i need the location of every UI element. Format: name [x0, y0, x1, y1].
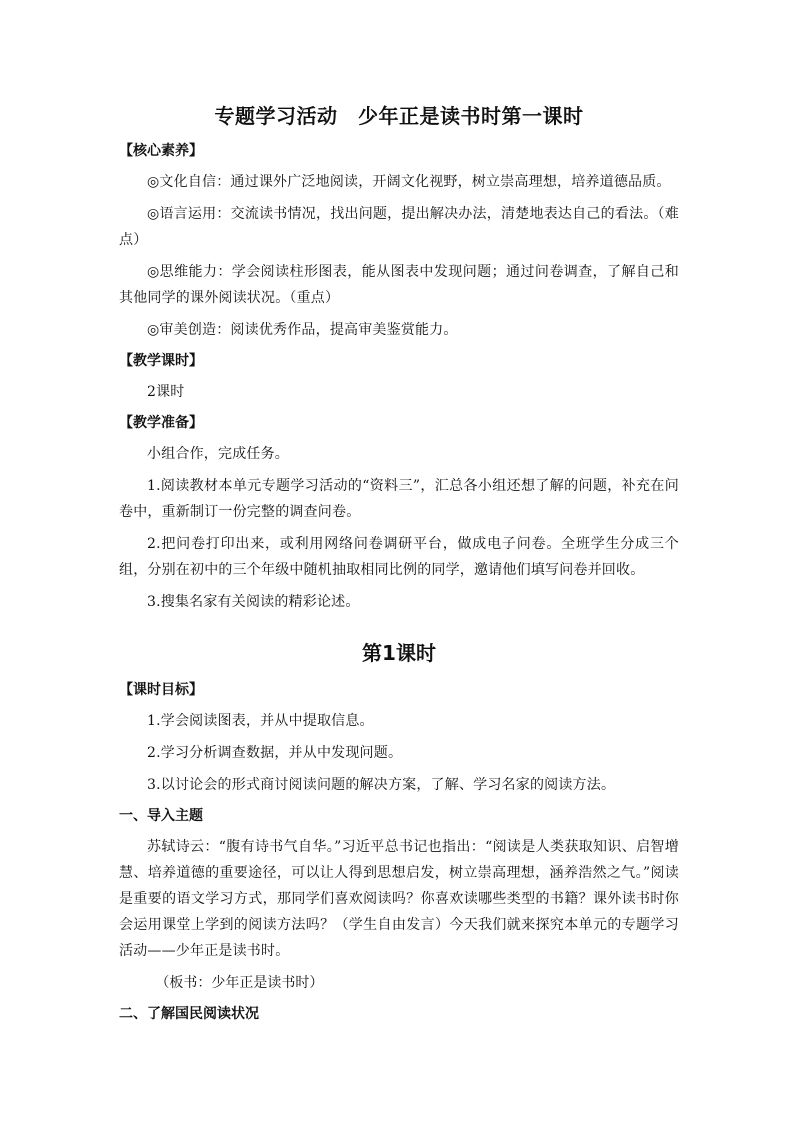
teaching-prep-item-3: 3.搜集名家有关阅读的精彩论述。	[147, 594, 360, 610]
lesson-goal-2: 2.学习分析调查数据，并从中发现问题。	[147, 745, 403, 761]
teaching-prep-item-1: 1.阅读教材本单元专题学习活动的“资料三”，汇总各小组还想了解的问题，补充在问卷中，重新制订一份完整的调查问卷。	[119, 478, 679, 520]
lesson-goal-3: 3.以讨论会的形式商讨阅读问题的解决方案，了解、学习名家的阅读方法。	[147, 777, 616, 793]
teaching-prep-heading: 【教学准备】	[119, 415, 203, 431]
teaching-prep-intro: 小组合作，完成任务。	[147, 446, 289, 462]
part-two-heading: 二、了解国民阅读状况	[119, 1006, 259, 1022]
part-one-board-note: （板书：少年正是读书时）	[155, 975, 324, 991]
part-one-heading: 一、导入主题	[119, 808, 203, 824]
document-title: 专题学习活动 少年正是读书时第一课时	[214, 104, 584, 128]
part-one-text: 苏轼诗云：“腹有诗书气自华。”习近平总书记也指出：“阅读是人类获取知识、启智增慧、培养道德的重要途径，可以让人得到思想启发，树立崇高理想，涵养浩然之气。”阅读是重要的语文学习方式，那同学们喜欢阅读吗？你喜欢读哪些类型的书籍？课外读书时你会运用课堂上学到的阅读方法吗？（学生自由发言）今天我们就来探究本单元的专题学习活动——少年正是读书时。	[119, 839, 679, 959]
teaching-hours-heading: 【教学课时】	[119, 353, 203, 369]
core-item-aesthetic: ◎审美创造：阅读优秀作品，提高审美鉴赏能力。	[147, 322, 458, 338]
teaching-hours-value: 2课时	[147, 384, 185, 400]
core-literacy-heading: 【核心素养】	[119, 143, 203, 159]
lesson-goals-heading: 【课时目标】	[119, 682, 203, 698]
lesson-goal-1: 1.学会阅读图表，并从中提取信息。	[147, 713, 374, 729]
core-item-thinking: ◎思维能力：学会阅读柱形图表，能从图表中发现问题；通过问卷调查，了解自己和其他同学的课外阅读状况。（重点）	[119, 264, 679, 306]
lesson-title: 第1课时	[362, 641, 436, 665]
core-item-language: ◎语言运用：交流读书情况，找出问题，提出解决办法，清楚地表达自己的看法。（难点）	[119, 206, 679, 248]
document-content	[119, 100, 679, 1032]
teaching-prep-item-2: 2.把问卷打印出来，或利用网络问卷调研平台，做成电子问卷。全班学生分成三个组，分别在初中的三个年级中随机抽取相同比例的同学，邀请他们填写问卷并回收。	[119, 536, 679, 578]
core-item-culture: ◎文化自信：通过课外广泛地阅读，开阔文化视野，树立崇高理想，培养道德品质。	[147, 174, 671, 190]
